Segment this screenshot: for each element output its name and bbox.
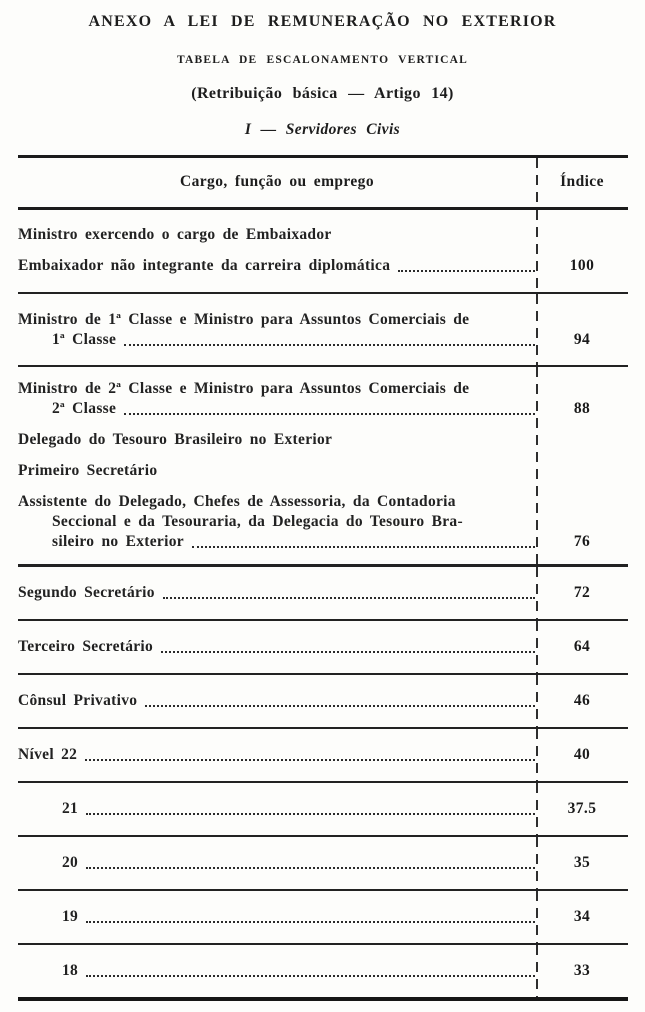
entry-label: [18, 225, 536, 245]
dot-leader: [124, 413, 535, 415]
entry-text: Delegado do Tesouro Brasileiro no Exterior: [18, 431, 333, 448]
entry-text-line: [18, 256, 536, 276]
entry-text: 21: [62, 800, 79, 817]
entry-label: [18, 256, 536, 276]
entry-label: [18, 745, 536, 765]
index-value: 88: [573, 400, 591, 417]
table-entry: [18, 583, 628, 603]
table-body: [18, 210, 628, 1001]
index-value: 46: [573, 692, 591, 709]
entry-text-line: [18, 637, 536, 657]
entry-text-line: [18, 225, 536, 245]
document-caption: (Retribuição básica — Artigo 14): [191, 85, 454, 102]
entry-label: [18, 461, 536, 481]
table-entry: [18, 461, 628, 481]
index-value: 76: [573, 533, 591, 550]
entry-text-line: [18, 532, 536, 552]
entry-label: [18, 379, 536, 419]
entry-text: Primeiro Secretário: [18, 462, 158, 479]
table-entry: [18, 853, 628, 873]
entry-text-line: [18, 583, 536, 603]
entry-text: Terceiro Secretário: [18, 638, 154, 655]
entry-text-line: [18, 310, 536, 330]
index-value: 40: [573, 746, 591, 763]
table-entry: [18, 379, 628, 419]
salary-index-table: [18, 155, 628, 1001]
table-row: [18, 294, 628, 367]
table-entry: [18, 637, 628, 657]
document-subtitle: TABELA DE ESCALONAMENTO VERTICAL: [176, 54, 469, 66]
entry-text-line: [18, 461, 536, 481]
table-row: [18, 891, 628, 945]
index-value: [536, 430, 628, 450]
table-entry: [18, 799, 628, 819]
entry-text: Seccional e da Tesouraria, da Delegacia do Tesouro Bra-: [52, 513, 463, 530]
index-value: 100: [569, 257, 595, 274]
index-value: 37.5: [567, 800, 597, 817]
entry-text-line: [18, 492, 536, 512]
entry-text-line: [18, 961, 536, 981]
table-entry: [18, 691, 628, 711]
dot-leader: [145, 705, 535, 707]
entry-label: [18, 637, 536, 657]
entry-text: 18: [62, 962, 79, 979]
entry-text-line: [18, 330, 536, 350]
entry-text: Segundo Secretário: [18, 584, 155, 601]
entry-label: [18, 492, 536, 552]
section-heading: I — Servidores Civis: [244, 121, 401, 138]
dot-leader: [192, 546, 535, 548]
entry-label: [18, 430, 536, 450]
dot-leader: [85, 759, 535, 761]
index-value: 34: [573, 908, 591, 925]
index-value: [536, 225, 628, 245]
table-header-row: [18, 158, 628, 210]
entry-text-line: [18, 907, 536, 927]
dot-leader: [398, 270, 535, 272]
entry-text: Ministro de 2ª Classe e Ministro para Assuntos Comerciais de: [18, 380, 470, 397]
entry-label: [18, 961, 536, 981]
dot-leader: [86, 921, 535, 923]
table-entry: [18, 907, 628, 927]
entry-text-line: [18, 512, 536, 532]
entry-text-line: [18, 745, 536, 765]
entry-label: [18, 310, 536, 350]
entry-text-line: [18, 799, 536, 819]
entry-text: Cônsul Privativo: [18, 692, 138, 709]
index-value: 64: [573, 638, 591, 655]
entry-text: Ministro exercendo o cargo de Embaixador: [18, 226, 332, 243]
table-entry: [18, 961, 628, 981]
table-row: [18, 567, 628, 621]
index-value: 72: [573, 584, 591, 601]
entry-text: Embaixador não integrante da carreira diplomática: [18, 257, 391, 274]
dot-leader: [163, 597, 535, 599]
table-entry: [18, 430, 628, 450]
table-row: [18, 945, 628, 1001]
entry-text-line: [18, 399, 536, 419]
table-row: [18, 837, 628, 891]
dot-leader: [86, 813, 535, 815]
entry-text-line: [18, 379, 536, 399]
document-title: ANEXO A LEI DE REMUNERAÇÃO NO EXTERIOR: [88, 13, 557, 30]
entry-text-line: [18, 691, 536, 711]
table-row: [18, 783, 628, 837]
table-row: [18, 675, 628, 729]
dot-leader: [124, 344, 535, 346]
entry-text: 20: [62, 854, 79, 871]
column-header-indice: Índice: [560, 173, 604, 190]
entry-text: Nível 22: [18, 746, 78, 763]
index-value: [536, 461, 628, 481]
table-entry: [18, 745, 628, 765]
table-entry: [18, 310, 628, 350]
table-entry: [18, 225, 628, 245]
dot-leader: [86, 867, 535, 869]
entry-text: 19: [62, 908, 79, 925]
entry-text: Assistente do Delegado, Chefes de Assessoria, da Contadoria: [18, 493, 456, 510]
entry-text: Ministro de 1ª Classe e Ministro para Assuntos Comerciais de: [18, 311, 470, 328]
table-entry: [18, 492, 628, 552]
entry-text: 1ª Classe: [52, 331, 117, 348]
index-value: 33: [573, 962, 591, 979]
index-value: 35: [573, 854, 591, 871]
table-row: [18, 621, 628, 675]
table-entry: [18, 256, 628, 276]
entry-text: 2ª Classe: [52, 400, 117, 417]
table-row: [18, 210, 628, 294]
column-header-cargo: Cargo, função ou emprego: [180, 173, 374, 190]
index-value: 94: [573, 331, 591, 348]
entry-label: [18, 583, 536, 603]
entry-text: sileiro no Exterior: [52, 533, 184, 550]
entry-label: [18, 691, 536, 711]
entry-text-line: [18, 430, 536, 450]
entry-label: [18, 907, 536, 927]
table-row: [18, 367, 628, 567]
entry-text-line: [18, 853, 536, 873]
dot-leader: [161, 651, 535, 653]
entry-label: [18, 799, 536, 819]
table-row: [18, 729, 628, 783]
dot-leader: [86, 975, 535, 977]
entry-label: [18, 853, 536, 873]
